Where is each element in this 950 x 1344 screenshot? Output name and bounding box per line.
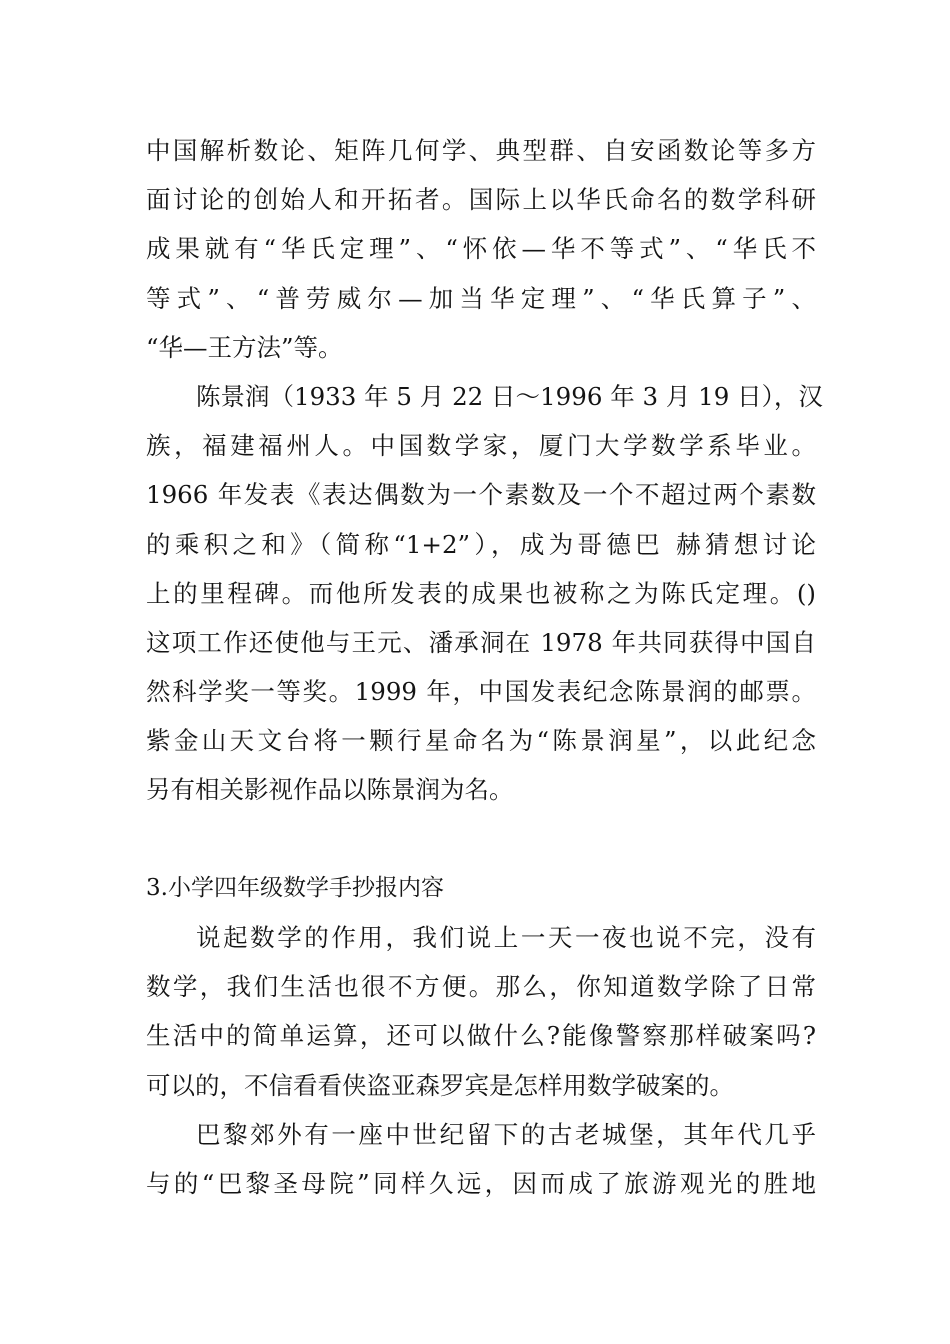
text-line: 可以的，不信看看侠盗亚森罗宾是怎样用数学破案的。: [146, 1070, 734, 1100]
text-line: 上的里程碑。而他所发表的成果也被称之为陈氏定理。(): [146, 578, 816, 608]
text-line: 然科学奖一等奖。1999 年，中国发表纪念陈景润的邮票。: [146, 677, 816, 707]
paragraph-spacer: [146, 815, 816, 864]
text-line: 陈景润（1933 年 5 月 22 日～1996 年 3 月 19 日），汉: [196, 381, 823, 411]
text-line: 另有相关影视作品以陈景润为名。: [146, 775, 514, 805]
text-line: 与的“巴黎圣母院”同样久远，因而成了旅游观光的胜地: [146, 1168, 816, 1198]
text-line: 说起数学的作用，我们说上一天一夜也说不完，没有: [196, 923, 816, 952]
text-line: 族，福建福州人。中国数学家，厦门大学数学系毕业。: [146, 431, 816, 461]
section-title: 3.小学四年级数学手抄报内容: [146, 874, 444, 901]
text-line: 1966 年发表《表达偶数为一个素数及一个不超过两个素数: [146, 480, 816, 510]
text-line: 的乘积之和》（简称“1+2”），成为哥德巴 赫猜想讨论: [146, 529, 816, 559]
paragraph-hua-luogeng: [146, 126, 816, 372]
text-line: 数学，我们生活也很不方便。那么，你知道数学除了日常: [146, 972, 816, 1002]
text-line: 面讨论的创始人和开拓者。国际上以华氏命名的数学科研: [146, 185, 816, 215]
paragraph-paris-castle: [146, 1110, 816, 1208]
paragraph-chen-jingrun: [146, 372, 823, 815]
section-heading: [146, 864, 816, 913]
text-line: 生活中的简单运算，还可以做什么?能像警察那样破案吗?: [146, 1021, 816, 1051]
text-line: 这项工作还使他与王元、潘承洞在 1978 年共同获得中国自: [146, 627, 816, 657]
text-line: 巴黎郊外有一座中世纪留下的古老城堡，其年代几乎: [196, 1119, 816, 1149]
text-line: “华—王方法”等。: [146, 332, 343, 362]
text-line: 等式”、“普劳威尔—加当华定理”、“华氏算子”、: [146, 283, 816, 313]
paragraph-math-usefulness: [146, 913, 816, 1110]
text-line: 中国解析数论、矩阵几何学、典型群、自安函数论等多方: [146, 136, 816, 165]
document-body: [146, 126, 823, 1208]
text-line: 成果就有“华氏定理”、“怀依—华不等式”、“华氏不: [146, 234, 816, 264]
text-line: 紫金山天文台将一颗行星命名为“陈景润星”，以此纪念: [146, 726, 816, 756]
